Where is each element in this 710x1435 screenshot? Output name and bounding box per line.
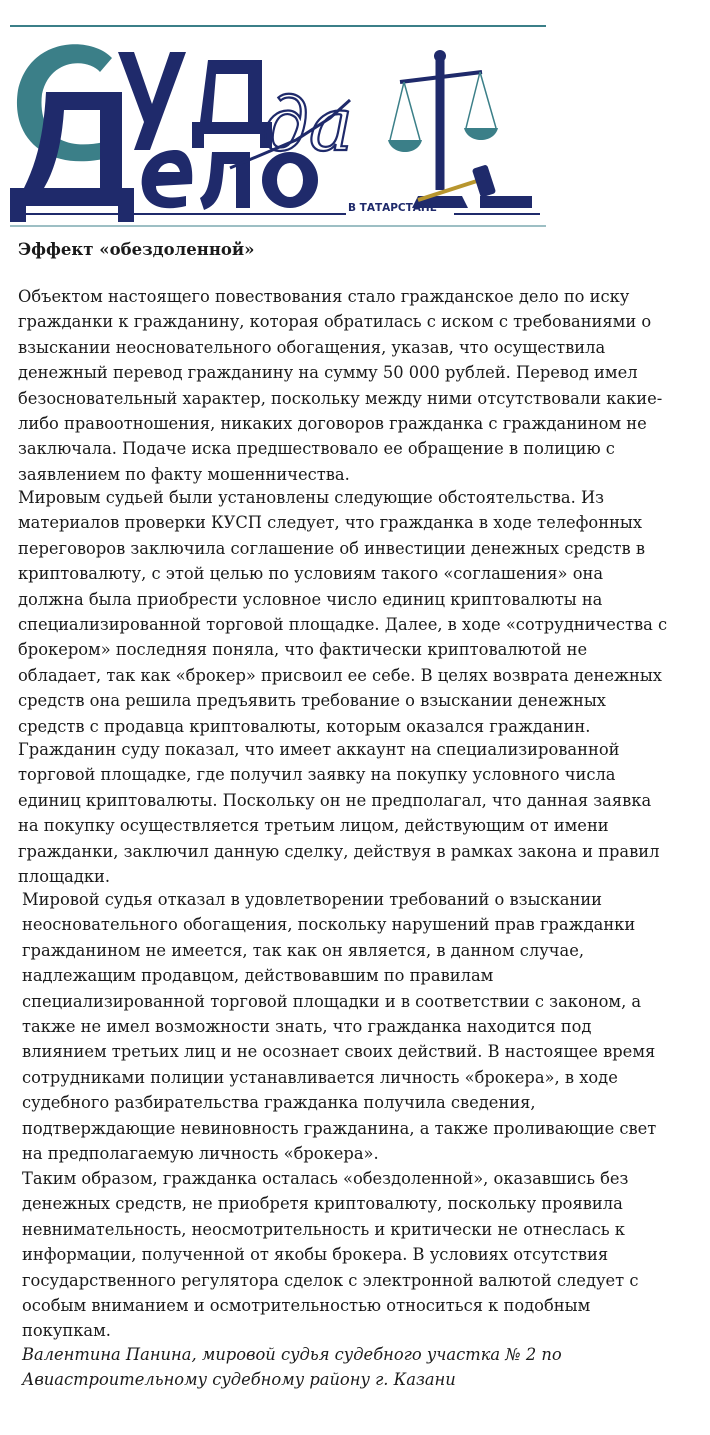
article-paragraph-2: Мировым судьей были установлены следующие обстоятельства. Из материалов проверки КУСП следует, что гражданка в ходе телефонных переговоров заключила соглашение об инвестиции денежных средств в криптовалюту, с этой целью по условиям такого «соглашения» она должна была приобрести условное число единиц криптовалюты на специализированной торговой площадке. Далее, в ходе «сотрудничества с брокером» последняя поняла, что фактически криптовалютой не обладает, так как «брокер» присвоил ее себе. В целях возврата денежных средств она решила предъявить требование о взыскании денежных средств с продавца криптовалюты, которым оказался гражданин. bbox=[18, 488, 668, 736]
logo-graphic bbox=[0, 0, 560, 232]
article-paragraph-3: Гражданин суду показал, что имеет аккаунт на специализированной торговой площадке, где получил заявку на покупку условного числа единиц криптовалюты. Поскольку он не предполагал, что данная заявка на покупку осуществляется третьим лицом, действующим от имени гражданки, заключил данную сделку, действуя в рамках закона и правил площадки. bbox=[18, 740, 660, 887]
logo-letter-e bbox=[142, 150, 193, 208]
article-paragraph-4: Мировой судья отказал в удовлетворении требований о взыскании неосновательного обогащения, поскольку нарушений прав гражданки гражданином не имеется, так как он является, в данном случае, надлежащим продавцом, действовавшим по правилам специализированной торговой площадки и в соответствии с законом, а также не имел возможности знать, что гражданка находится под влиянием третьих лиц и не осознает своих действий. В настоящее время сотрудниками полиции устанавливается личность «брокера», в ходе судебного разбирательства гражданка получила сведения, подтверждающие невиновность гражданина, а также проливающие свет на предполагаемую личность «брокера». bbox=[22, 890, 657, 1164]
masthead-logo bbox=[0, 0, 560, 232]
logo-letter-u bbox=[118, 52, 186, 150]
article-paragraph-5: Таким образом, гражданка осталась «обездоленной», оказавшись без денежных средств, не приобретя криптовалюту, поскольку проявила невнимательность, неосмотрительность и критически не отнеслась к информации, полученной от якобы брокера. В условиях отсутствия государственного регулятора сделок с электронной валютой следует с особым вниманием и осмотрительностью относиться к подобным покупкам. bbox=[22, 1169, 639, 1341]
article-byline: Валентина Панина, мировой судья судебного участка № 2 по Авиастроительному судебному району г. Казани bbox=[22, 1345, 562, 1390]
logo-letter-l bbox=[200, 152, 250, 210]
article-paragraph-1: Объектом настоящего повествования стало гражданское дело по иску гражданки к гражданину, которая обратилась с иском с требованиями о взыскании неосновательного обогащения, указав, что осуществила денежный перевод гражданину на сумму 50 000 рублей. Перевод имел безосновательный характер, поскольку между ними отсутствовали какие-либо правоотношения, никаких договоров гражданка с гражданином не заключала. Подаче иска предшествовало ее обращение в полицию с заявлением по факту мошенничества. bbox=[18, 287, 663, 484]
logo-letter-d-small bbox=[192, 60, 272, 148]
logo-script-da: да bbox=[262, 82, 354, 168]
logo-region-text: В ТАТАРСТАНЕ bbox=[348, 202, 437, 214]
article-title: Эффект «обездоленной» bbox=[18, 240, 255, 259]
